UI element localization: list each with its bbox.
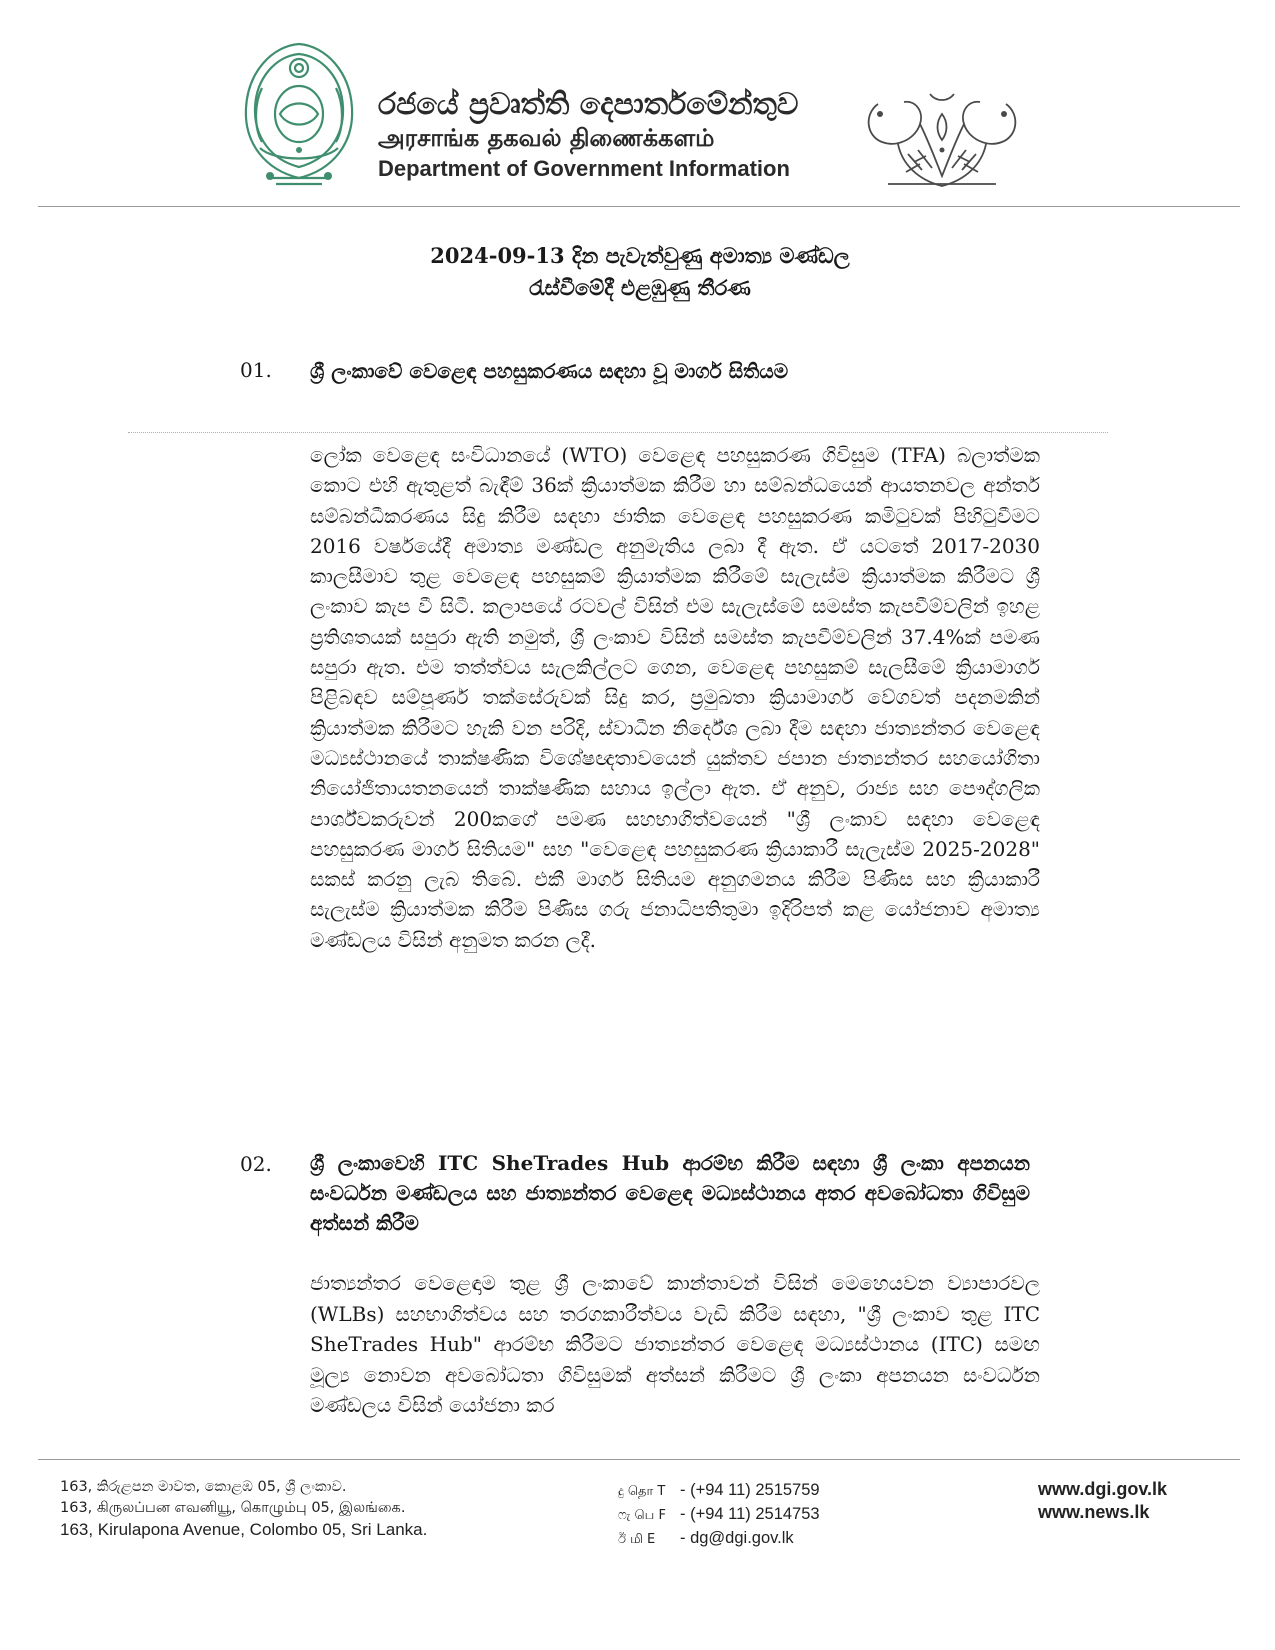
footer-websites (1038, 1478, 1167, 1524)
title-line-1: 2024-09-13 දින පැවැත්වුණු අමාත්‍ය මණ්ඩල (430, 243, 850, 268)
title-line-2: රැස්වීමේදී එළඹුණු තීරණ (529, 275, 751, 300)
fax-label: ෆැ பெ F (618, 1508, 666, 1523)
document-title (300, 240, 980, 304)
phone-label: දු தொ T (618, 1484, 666, 1499)
footer-address (60, 1477, 427, 1540)
department-name-tamil: அரசாங்க தகவல் திணைக்களம் (378, 124, 715, 152)
section-heading: ශ්‍රී ලංකාවෙහි ITC SheTrades Hub ආරම්භ කිරීම සඳහා ශ්‍රී ලංකා අපනයන සංවර්ධන මණ්ඩලය සහ ජාත්‍යන්තර වෙළෙඳ මධ්‍යස්ථානය අතර අවබෝධතා ගිවිසුම අත්සන් කිරීම (310, 1151, 1030, 1235)
section-body: ජාත්‍යන්තර වෙළෙඳාම තුළ ශ්‍රී ලංකාවේ කාන්තාවන් විසින් මෙහෙයවන ව්‍යාපාරවල (WLBs) සහභාගිත්වය සහ තරගකාරීත්වය වැඩි කිරීම සඳහා, "ශ්‍රී ලංකාව තුළ ITC SheTrades Hub" ආරම්භ කිරීමට ජාත්‍යන්තර වෙළෙඳ මධ්‍යස්ථානය (ITC) සමඟ මූල්‍ය නොවන අවබෝධතා ගිවිසුමක් අත්සන් කිරීමට ශ්‍රී ලංකා අපනයන සංවර්ධන මණ්ඩලය විසින් යෝජනා කර (310, 1271, 1040, 1417)
address-sinhala: 163, කිරුළපන මාවත, කොළඹ 05, ශ්‍රී ලංකාව. (60, 1479, 347, 1495)
email-address: - dg@dgi.gov.lk (680, 1529, 794, 1547)
email-row (618, 1527, 820, 1551)
department-name-english: Department of Government Information (378, 156, 790, 181)
section-number: 02. (240, 1152, 272, 1176)
department-names (378, 88, 818, 184)
footer-contact (618, 1479, 820, 1551)
address-english: 163, Kirulapona Avenue, Colombo 05, Sri Lanka. (60, 1520, 428, 1539)
department-name-sinhala: රජයේ ප්‍රවෘත්ති දෙපාර්තමේන්තුව (378, 87, 799, 122)
national-emblem-icon (240, 38, 358, 188)
phone-row (618, 1479, 820, 1503)
swan-ornament-icon (858, 84, 1026, 196)
website-link-news[interactable]: www.news.lk (1038, 1502, 1150, 1522)
email-label: ඊ மி E (618, 1532, 656, 1547)
header-divider (38, 206, 1240, 207)
section-body: ලෝක වෙළෙඳ සංවිධානයේ (WTO) වෙළෙඳ පහසුකරණ ගිවිසුම (TFA) බලාත්මක කොට එහි ඇතුළත් බැඳීම් 36ක් ක්‍රියාත්මක කිරීම හා සම්බන්ධයෙන් ආයතනවල අන්තර් සම්බන්ධීකරණය සිදු කිරීම සඳහා ජාතික වෙළෙඳ පහසුකරණ කමිටුවක් පිහිටුවීමට 2016 වර්ෂයේදී අමාත්‍ය මණ්ඩල අනුමැතිය ලබා දී ඇත. ඒ යටතේ 2017-2030 කාලසීමාව තුළ වෙළෙඳ පහසුකම් ක්‍රියාත්මක කිරීමේ සැලැස්ම ක්‍රියාත්මක කිරීමට ශ්‍රී ලංකාව කැප වී සිටී. කලාපයේ රටවල් විසින් එම සැලැස්මේ සමස්ත කැපවීම්වලින් ඉහළ ප්‍රතිශතයක් සපුරා ඇති නමුත්, ශ්‍රී ලංකාව විසින් සමස්ත කැපවීම්වලින් 37.4%ක් පමණ සපුරා ඇත. එම තත්ත්වය සැලකිල්ලට ගෙන, වෙළෙඳ පහසුකම් සැලසීමේ ක්‍රියාමාර්ග පිළිබඳව සම්පූර්ණ තක්සේරුවක් සිදු කර, ප්‍රමුඛතා ක්‍රියාමාර්ග වේගවත් පදනමකින් ක්‍රියාත්මක කිරීමට හැකි වන පරිදි, ස්වාධීන නිර්දේශ ලබා දීම සඳහා ජාත්‍යන්තර වෙළෙඳ මධ්‍යස්ථානයේ තාක්ෂණික විශේෂඥතාවයෙන් යුක්තව ජපාන ජාත්‍යන්තර සහයෝගිතා නියෝජිතායතනයෙන් තාක්ෂණික සහාය ඉල්ලා ඇත. ඒ අනුව, රාජ්‍ය සහ පෞද්ගලික පාර්ශ්වකරුවන් 200කගේ පමණ සහභාගිත්වයෙන් "ශ්‍රී ලංකාව සඳහා වෙළෙඳ පහසුකරණ මාර්ග සිතියම" සහ "වෙළෙඳ පහසුකරණ ක්‍රියාකාරී සැලැස්ම 2025-2028" සකස් කරනු ලැබ තිබේ. එකී මාර්ග සිතියම අනුගමනය කිරීම පිණිස සහ ක්‍රියාකාරී සැලැස්ම ක්‍රියාත්මක කිරීම පිණිස ගරු ජනාධිපතිතුමා ඉදිරිපත් කළ යෝජනාව අමාත්‍ය මණ්ඩලය විසින් අනුමත කරන ලදී. (310, 443, 1040, 952)
section-number: 01. (240, 358, 272, 382)
address-tamil: 163, கிருலப்பன எவனியூ, கொழும்பு 05, இலங்கை. (60, 1500, 406, 1516)
fax-row (618, 1503, 820, 1527)
section-heading: ශ්‍රී ලංකාවේ වෙළෙඳ පහසුකරණය සඳහා වූ මාර්ග සිතියම (310, 359, 789, 383)
phone-number: - (+94 11) 2515759 (680, 1481, 820, 1499)
fax-number: - (+94 11) 2514753 (680, 1505, 820, 1523)
footer-divider (38, 1459, 1240, 1460)
website-link-dgi[interactable]: www.dgi.gov.lk (1038, 1479, 1168, 1499)
section-divider (128, 432, 1108, 433)
